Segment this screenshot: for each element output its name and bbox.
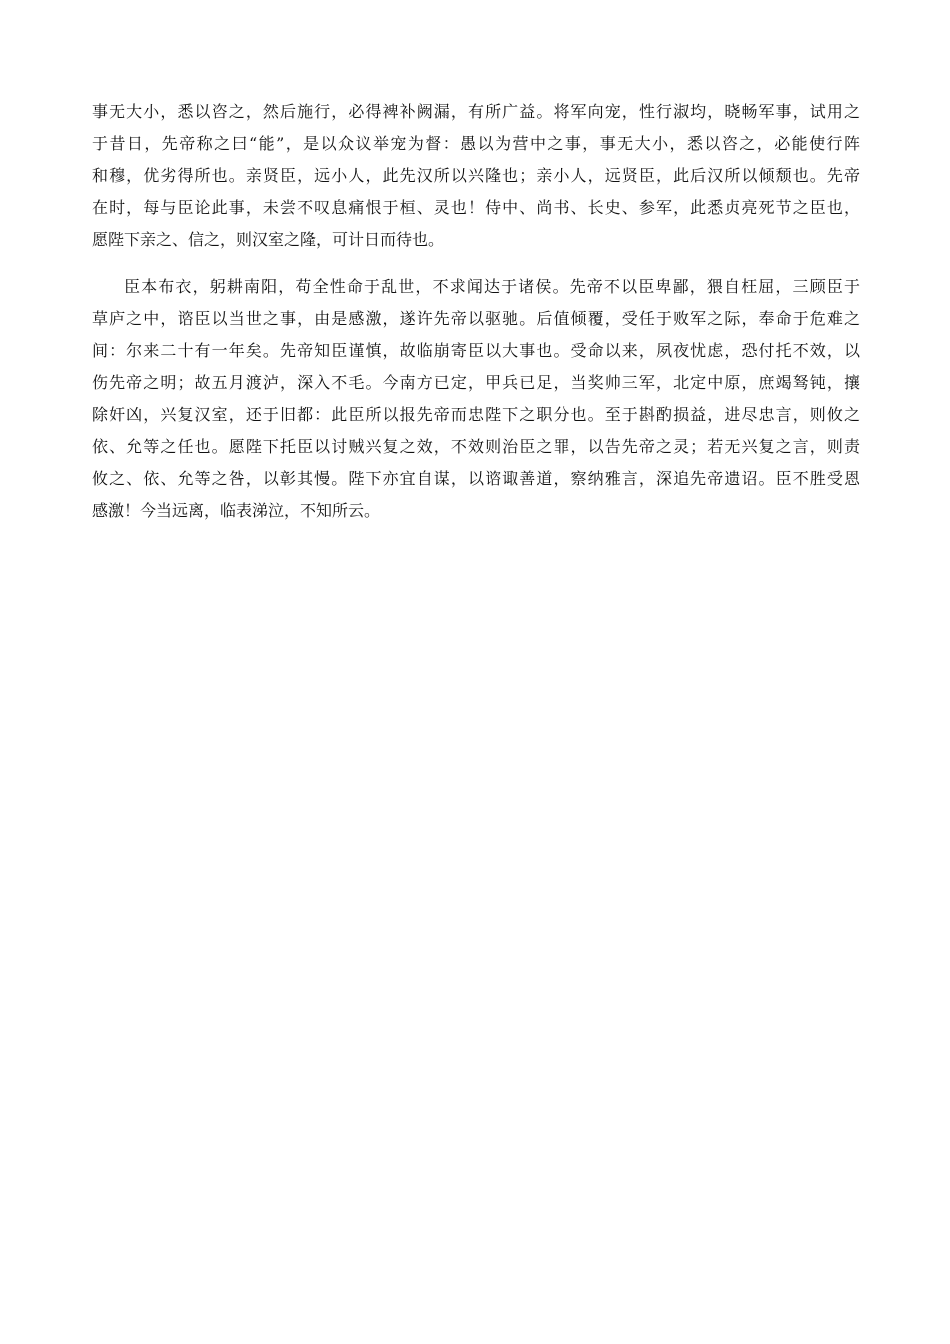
paragraph-spacer [92,256,860,271]
document-body [92,96,860,527]
paragraph-line: 除奸凶，兴复汉室，还于旧都：此臣所以报先帝而忠陛下之职分也。至于斟酌损益，进尽忠言，则攸之 [92,405,860,424]
paragraph-2 [92,271,860,527]
paragraph-1 [92,96,860,256]
paragraph-line: 事无大小，悉以咨之，然后施行，必得裨补阙漏，有所广益。将军向宠，性行淑均，晓畅军事，试用之 [92,102,860,121]
paragraph-line: 臣本布衣，躬耕南阳，苟全性命于乱世，不求闻达于诸侯。先帝不以臣卑鄙，猥自枉屈，三顾臣于 [124,277,860,296]
paragraph-line: 在时，每与臣论此事，未尝不叹息痛恨于桓、灵也！侍中、尚书、长史、参军，此悉贞亮死节之臣也， [92,198,860,217]
paragraph-line: 于昔日，先帝称之曰“能”，是以众议举宠为督：愚以为营中之事，事无大小，悉以咨之，必能使行阵 [92,134,860,153]
paragraph-line: 感激！今当远离，临表涕泣，不知所云。 [92,501,381,520]
paragraph-line: 攸之、依、允等之咎，以彰其慢。陛下亦宜自谋，以谘诹善道，察纳雅言，深追先帝遗诏。臣不胜受恩 [92,469,860,488]
paragraph-line: 和穆，优劣得所也。亲贤臣，远小人，此先汉所以兴隆也；亲小人，远贤臣，此后汉所以倾颓也。先帝 [92,166,860,185]
paragraph-line: 草庐之中，谘臣以当世之事，由是感激，遂许先帝以驱驰。后值倾覆，受任于败军之际，奉命于危难之 [92,309,860,328]
paragraph-line: 伤先帝之明；故五月渡泸，深入不毛。今南方已定，甲兵已足，当奖帅三军，北定中原，庶竭驽钝，攘 [92,373,860,392]
paragraph-line: 依、允等之任也。愿陛下托臣以讨贼兴复之效，不效则治臣之罪，以告先帝之灵；若无兴复之言，则责 [92,437,860,456]
paragraph-line: 愿陛下亲之、信之，则汉室之隆，可计日而待也。 [92,230,445,249]
paragraph-line: 间：尔来二十有一年矣。先帝知臣谨慎，故临崩寄臣以大事也。受命以来，夙夜忧虑，恐付托不效，以 [92,341,860,360]
